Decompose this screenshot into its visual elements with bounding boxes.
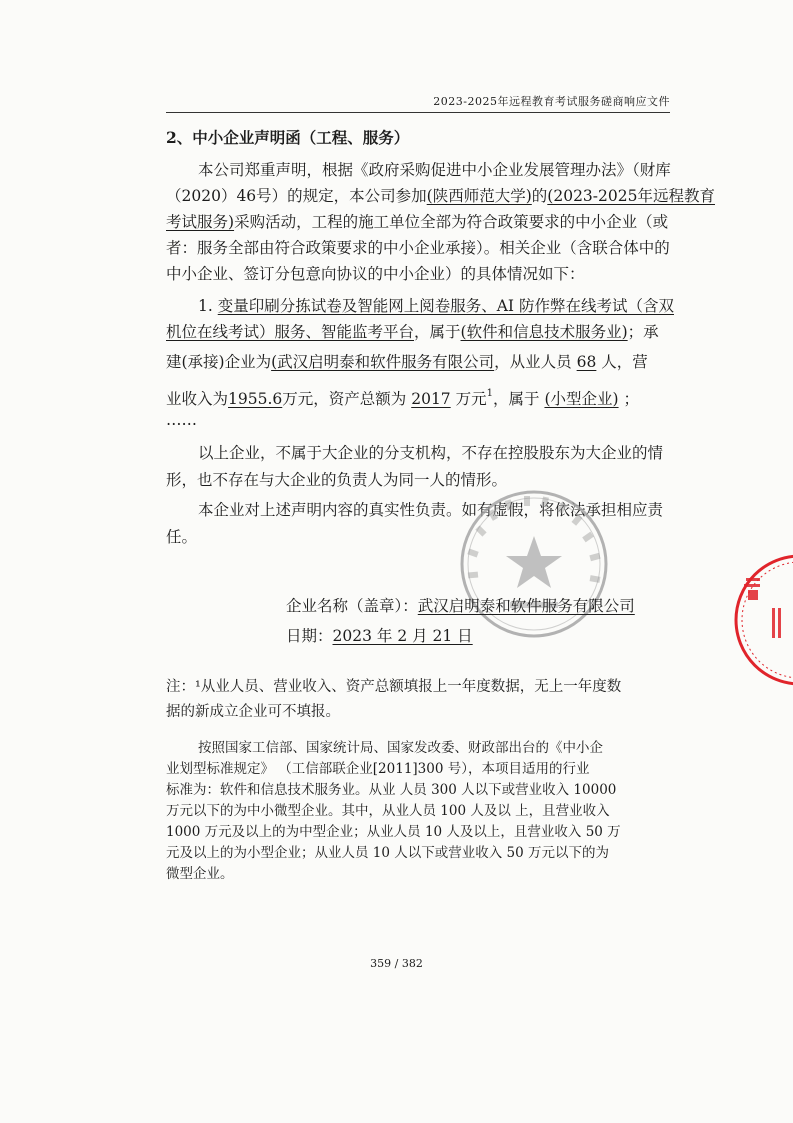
purchaser-name: (陕西师范大学) <box>426 187 532 205</box>
service-name-part2: 机位在线考试）服务、智能监考平台 <box>166 323 415 341</box>
industry-value: (软件和信息技术服务业) <box>460 323 628 341</box>
assets-value: 2017 <box>411 390 451 408</box>
item1-line-1: 1. 变量印刷分拣试卷及智能网上阅卷服务、AI 防作弊在线考试（含双 <box>198 297 674 315</box>
section-title: 2、中小企业声明函（工程、服务） <box>166 128 410 147</box>
date-line <box>286 626 473 646</box>
intro-line-5: 中小企业、签订分包意向协议的中小企业）的具体情况如下： <box>166 265 585 283</box>
ellipsis: …… <box>166 411 197 429</box>
company-label: 企业名称（盖章）： <box>286 597 418 615</box>
criteria-line-7: 微型企业。 <box>166 866 234 882</box>
criteria-line-5: 1000 万元及以上的为中型企业；从业人员 10 人及以上，且营业收入 50 万 <box>166 824 621 840</box>
intro-line-2: （2020）46号）的规定，本公司参加(陕西师范大学)的(2023-2025年远程教育 <box>166 187 715 205</box>
item1-line-4: 业收入为1955.6万元，资产总额为 2017 万元$^1$，属于 (小型企业) ； <box>166 388 640 408</box>
note-line-2: 据的新成立企业可不填报。 <box>166 704 340 720</box>
signature-company: 武汉启明泰和软件服务有限公司 <box>417 597 635 615</box>
statement-line-1: 以上企业，不属于大企业的分支机构，不存在控股股东为大企业的情 <box>198 444 664 462</box>
criteria-line-3: 标准为：软件和信息技术服务业。从业 人员 300 人以下或营业收入 10000 <box>166 782 617 798</box>
criteria-line-6: 元及以上的为小型企业；从业人员 10 人以下或营业收入 50 万元以下的为 <box>166 845 610 861</box>
statement-line-4: 任。 <box>166 528 198 546</box>
page-header: 2023-2025年远程教育考试服务磋商响应文件 <box>166 94 670 113</box>
date-label: 日期： <box>286 627 333 645</box>
footnote-mark: 1 <box>486 388 493 399</box>
signature-line <box>286 596 635 616</box>
staff-count: 68 <box>576 353 597 371</box>
criteria-line-4: 万元以下的为中小微型企业。其中，从业人员 100 人及以 上，且营业收入 <box>166 803 610 819</box>
revenue-value: 1955.6 <box>228 390 283 408</box>
note-line-1: 注：¹从业人员、营业收入、资产总额填报上一年度数据，无上一年度数 <box>166 679 622 695</box>
criteria-line-1: 按照国家工信部、国家统计局、国家发改委、财政部出台的《中小企 <box>198 740 603 756</box>
intro-line-1: 本公司郑重声明，根据《政府采购促进中小企业发展管理办法》（财库 <box>198 161 671 179</box>
page-number: 359 / 382 <box>370 957 423 970</box>
item1-line-2: 机位在线考试）服务、智能监考平台，属于(软件和信息技术服务业)；承 <box>166 323 659 341</box>
contractor-company: (武汉启明泰和软件服务有限公司 <box>271 353 495 371</box>
project-name-part2: 考试服务) <box>166 213 235 231</box>
intro-line-3: 考试服务)采购活动，工程的施工单位全部为符合政策要求的中小企业（或 <box>166 213 669 231</box>
service-name-part1: 变量印刷分拣试卷及智能网上阅卷服务、AI 防作弊在线考试（含双 <box>217 297 674 315</box>
date-value: 2023 年 2 月 21 日 <box>332 627 473 645</box>
statement-line-3: 本企业对上述声明内容的真实性负责。如有虚假，将依法承担相应责 <box>198 501 664 519</box>
project-name-part1: (2023-2025年远程教育 <box>547 187 715 205</box>
intro-line-4: 者：服务全部由符合政策要求的中小企业承接）。相关企业（含联合体中的 <box>166 239 670 257</box>
criteria-line-2: 业划型标准规定》 （工信部联企业[2011]300 号），本项目适用的行业 <box>166 761 590 777</box>
company-seal <box>458 488 610 640</box>
red-stamp <box>728 548 793 693</box>
item1-line-3: 建(承接)企业为(武汉启明泰和软件服务有限公司，从业人员 68 人，营 <box>166 353 648 371</box>
statement-line-2: 形，也不存在与大企业的负责人为同一人的情形。 <box>166 471 508 489</box>
enterprise-size: (小型企业) <box>544 390 619 408</box>
